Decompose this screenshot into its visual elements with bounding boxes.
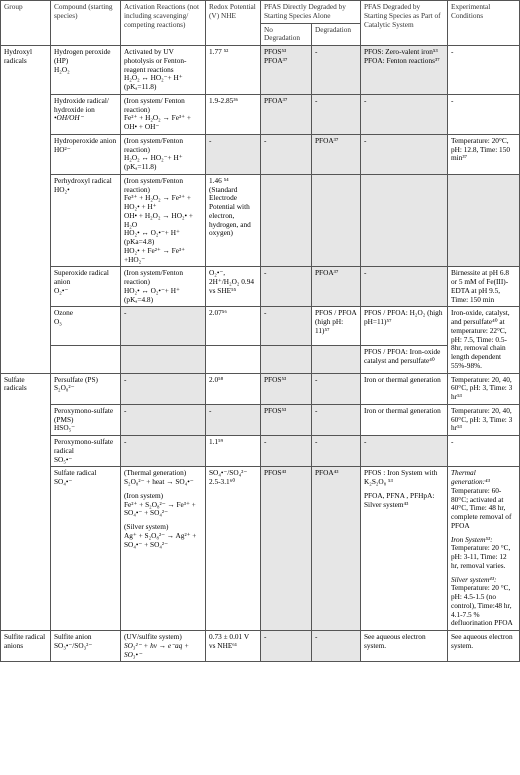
no-degradation-cell [261,46,312,95]
activation-line: H₂O₂ ↔ HO₂⁻+ H⁺ [124,153,183,163]
compound-name: Sulfate radical [54,468,97,478]
no-degradation-cell: - [261,134,312,174]
header-redox: Redox Potential (V) NHE [206,1,261,46]
compound-formula: S₂O₈²⁻ [54,383,75,393]
activation-line: Activated by UV photolysis or Fenton-reagent reactions [124,47,187,74]
redox-cell: - [206,404,261,435]
redox-cell-empty [206,345,261,373]
degradation-cell: - [312,94,361,134]
activation-cell: - [121,307,206,346]
compound-name: Hydrogen peroxide (HP) [54,47,111,65]
activation-line: HO₂• ↔ O₂•⁻+ H⁺ [124,228,180,238]
header-activation: Activation Reactions (not including scavenging/ competing reactions) [121,1,206,46]
activation-cell [121,134,206,174]
compound-cell [51,307,121,346]
redox-cell: - [206,134,261,174]
redox-cell: SO₄•⁻/SO₄²⁻ 2.5-3.1⁶⁰ [206,467,261,631]
no-degradation-cell: - [261,307,312,346]
no-degradation-cell [261,174,312,267]
compound-name: Hydroperoxide anion [54,135,117,145]
activation-equation: SO₃²⁻ + hν → e⁻aq + SO₃•⁻ [124,640,190,659]
row-sulfite-anion [1,631,520,662]
compound-cell [51,436,121,467]
activation-line: Fe²⁺ + S₂O₈²⁻ → Fe³⁺ + SO₄•⁻ + SO₄²⁻ [124,499,196,518]
no-degradation-cell: - [261,436,312,467]
compound-formula: O₃ [54,317,62,326]
conditions-cell [448,174,520,267]
activation-cell [121,267,206,307]
degradation-cell-empty [312,345,361,373]
no-degradation-cell: PFOS⁴³ [261,467,312,631]
activation-cell [121,94,206,134]
pfas-item: PFOS⁵³ [264,47,287,56]
compound-formula: SO₄•⁻ [54,477,73,486]
catalytic-cell [361,174,448,267]
activation-cell [121,631,206,662]
conditions-heading: Thermal generation:⁴³ [451,468,490,486]
activation-line: HO₂• ↔ O₂•⁻+ H⁺ [124,285,180,295]
no-degradation-cell: PFOA³⁷ [261,94,312,134]
compound-cell [51,174,121,267]
row-hydrogen-peroxide [1,46,520,95]
activation-cell: - [121,373,206,404]
activation-line: (Silver system) [124,522,169,531]
compound-formula: •OH/OH⁻ [54,113,84,123]
activation-equation: S₂O₈²⁻ + heat → SO₄•⁻ [124,477,194,486]
compound-name: Sulfite anion [54,632,92,641]
catalytic-cell: - [361,94,448,134]
row-superoxide-radical-anion [1,267,520,307]
degradation-cell: - [312,631,361,662]
degradation-cell: - [312,46,361,95]
group-sulfate: Sulfate radicals [1,373,51,631]
redox-cell: O₂•⁻, 2H⁺/H₂O₂ 0.94 vs SHE⁵⁵ [206,267,261,307]
compound-name: Hydroxide radical/ hydroxide ion [54,95,109,114]
activation-line: (Iron system/ Fenton reaction) [124,95,185,114]
catalytic-line: PFOS : Iron System with K₂S₂O₈ ⁵³ [364,468,438,486]
compound-cell [51,134,121,174]
row-hydroperoxide-anion [1,134,520,174]
redox-cell: 1.46 ⁵⁴ (Standard Electrode Potential with electron, hydrogen, and oxygen) [206,174,261,267]
conditions-text: Temperature: 60-80°C; activated at 40°C, Time: 48 hr, complete removal of PFOA [451,485,512,530]
row-perhydroxyl-radical [1,174,520,267]
header-group: Group [1,1,51,46]
compound-cell [51,94,121,134]
header-compound: Compound (starting species) [51,1,121,46]
catalytic-cell [361,46,448,95]
compound-cell [51,373,121,404]
compound-formula: O₂•⁻ [54,285,69,295]
no-degradation-cell: PFOS⁵³ [261,404,312,435]
catalytic-cell: See aqueous electron system. [361,631,448,662]
degradation-cell: - [312,404,361,435]
catalytic-cell: PFOS / PFOA: Iron-oxide catalyst and persulfate⁴⁰ [361,345,448,373]
row-peroxymonosulfate [1,404,520,435]
compound-cell [51,46,121,95]
row-persulfate [1,373,520,404]
compound-formula: HSO₅⁻ [54,423,75,433]
compound-formula: SO₃•⁻/SO₃²⁻ [54,640,93,650]
pfas-item: PFOA³⁷ [264,55,288,65]
activation-cell: - [121,436,206,467]
activation-line: HO₂• + Fe²⁺ → Fe³⁺ +HO₂⁻ [124,245,186,264]
activation-line: (UV/sulfite system) [124,632,182,641]
group-hydroxyl: Hydroxyl radicals [1,46,51,374]
row-ozone-continued [1,345,520,373]
conditions-cell: See aqueous electron system. [448,631,520,662]
catalytic-cell: Iron or thermal generation [361,404,448,435]
degradation-cell: - [312,373,361,404]
compound-formula: H₂O₂ [54,64,70,74]
conditions-cell: - [448,94,520,134]
activation-line: (pKₐ=11.8) [124,162,157,171]
catalytic-cell: PFOS / PFOA: H₂O₂ (high pH=11)⁵⁷ [361,307,448,346]
redox-cell: 1.9-2.85³⁶ [206,94,261,134]
catalytic-line: PFOA: Fenton reactions³⁷ [364,55,440,65]
activation-line: Fe²⁺ + H₂O₂ → Fe³⁺ + OH• + OH⁻ [124,113,191,131]
degradation-cell: PFOA³⁷ [312,267,361,307]
conditions-heading: Iron System⁵³: [451,534,493,544]
activation-line: (pKₐ=11.8) [124,82,157,91]
conditions-cell: Temperature: 20, 40, 60°C, pH: 3, Time: 3 hr⁵³ [448,373,520,404]
degradation-cell [312,174,361,267]
conditions-cell: Temperature: 20, 40, 60°C, pH: 3, Time: 3 hr⁵³ [448,404,520,435]
no-degradation-cell: - [261,267,312,307]
compound-formula: HO²⁻ [54,144,71,154]
activation-cell [121,174,206,267]
activation-line: (Iron system/Fenton reaction) [124,268,183,286]
conditions-cell [448,467,520,631]
no-degradation-cell-empty [261,345,312,373]
compound-name: Peroxymono-sulfate (PMS) [54,405,114,424]
activation-cell [121,467,206,631]
compound-formula: SO₅•⁻ [54,454,73,464]
header-degradation: Degradation [312,23,361,46]
header-row [1,1,520,24]
compound-name: Perhydroxyl radical [54,175,112,185]
activation-line: (Iron system) [124,490,164,500]
activation-line: (pKa=4.8) [124,237,155,246]
header-pfas-alone: PFAS Directly Degraded by Starting Species Alone [261,1,361,24]
header-catalytic: PFAS Degraded by Starting Species as Part of Catalytic System [361,1,448,46]
activation-line: (Iron system/Fenton reaction) [124,135,183,154]
no-degradation-cell: PFOS⁵³ [261,373,312,404]
activation-line: (Iron system/Fenton reaction) [124,175,183,194]
row-ozone [1,307,520,346]
conditions-cell: Birnessite at pH 6.8 or 5 mM of Fe(III)-EDTA at pH 9.5, Time: 150 min [448,267,520,307]
compound-formula: HO₂• [54,184,70,194]
conditions-cell: Temperature: 20°C, pH: 12.8, Time: 150 min³⁷ [448,134,520,174]
conditions-cell: - [448,46,520,95]
conditions-cell: Iron-oxide, catalyst, and persulfate⁴⁰ at temperature: 22°C, pH: 7.5, Time: 0.5-8hr, removal chain length dependent 55%-98%. [448,307,520,373]
compound-name: Peroxymono-sulfate radical [54,437,114,455]
catalytic-cell: Iron or thermal generation [361,373,448,404]
conditions-text: Temperature: 20 °C, pH: 3-11, Time: 12 hr, removal varies. [451,543,511,570]
redox-cell: 0.73 ± 0.01 V vs NHE⁶¹ [206,631,261,662]
catalytic-line: PFOS: Zero-valent iron⁵³ [364,47,438,56]
compound-cell-empty [51,345,121,373]
catalytic-cell: - [361,267,448,307]
catalytic-cell [361,467,448,631]
degradation-cell: PFOS / PFOA (high pH: 11)⁵⁷ [312,307,361,346]
header-no-degradation: No Degradation [261,23,312,46]
conditions-cell: - [448,436,520,467]
catalytic-line: PFOA, PFNA , PFHpA: Silver system⁴³ [364,490,435,509]
redox-cell: 1.77 ⁵² [206,46,261,95]
compound-cell [51,267,121,307]
redox-cell: 2.0⁵⁸ [206,373,261,404]
activation-line: (Thermal generation) [124,468,187,478]
row-sulfate-radical [1,467,520,631]
row-peroxymonosulfate-radical [1,436,520,467]
degradation-cell: PFOA⁴³ [312,467,361,631]
activation-cell [121,46,206,95]
group-sulfite: Sulfite radical anions [1,631,51,662]
header-conditions: Experimental Conditions [448,1,520,46]
activation-cell: - [121,404,206,435]
catalytic-cell: - [361,134,448,174]
activation-line: (pKₐ=4.8) [124,294,154,304]
activation-line: Ag⁺ + S₂O₈²⁻ → Ag²⁺ + SO₄•⁻ + SO₄²⁻ [124,530,197,549]
conditions-heading: Silver system⁴³: [451,574,497,584]
activation-line: OH• + H₂O₂ → HO₂• + H₂O [124,210,194,229]
redox-cell: 2.07⁵⁶ [206,307,261,346]
catalytic-cell: - [361,436,448,467]
redox-cell: 1.1⁵⁹ [206,436,261,467]
activation-line: H₂O₂ ↔ HO₂⁻+ H⁺ [124,73,183,83]
no-degradation-cell: - [261,631,312,662]
compound-name: Superoxide radical anion [54,268,109,286]
compound-cell [51,467,121,631]
compound-name: Ozone [54,308,74,318]
activation-line: Fe³⁺ + H₂O₂ → Fe²⁺ + HO₂• + H⁺ [124,193,191,211]
conditions-text: Temperature: 20 °C, pH: 4.5-1.5 (no control), Time:48 hr, 4.1-7.5 % defluorination PFOA [451,583,513,628]
compound-name: Persulfate (PS) [54,374,98,384]
activation-cell-empty [121,345,206,373]
degradation-cell: PFOA³⁷ [312,134,361,174]
compound-cell [51,404,121,435]
degradation-cell: - [312,436,361,467]
compound-cell [51,631,121,662]
row-hydroxide-radical [1,94,520,134]
